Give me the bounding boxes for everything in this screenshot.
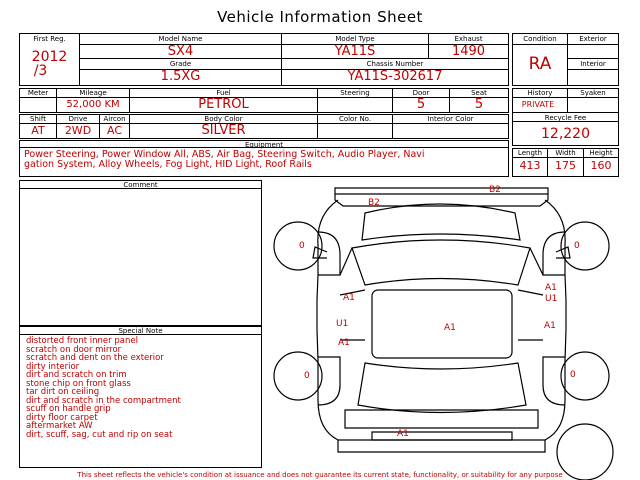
steering-label: Steering bbox=[340, 89, 370, 97]
special-note-item: tar dirt on ceiling bbox=[26, 387, 100, 397]
grade-value: 1.5XG bbox=[160, 69, 201, 84]
special-note-item: dirt and scratch on trim bbox=[26, 370, 127, 380]
seat-value: 5 bbox=[474, 97, 484, 112]
special-note-item: scratch and dent on the exterior bbox=[26, 353, 164, 363]
grade-label: Grade bbox=[169, 60, 192, 68]
special-note-item: scratch on door mirror bbox=[26, 344, 122, 355]
meter-label: Meter bbox=[27, 89, 49, 97]
history-value: PRIVATE bbox=[521, 100, 555, 109]
history-label: History bbox=[527, 89, 553, 97]
width-value: 175 bbox=[555, 159, 576, 172]
special-note-item: distorted front inner panel bbox=[26, 336, 138, 346]
color-no-label: Color No. bbox=[338, 115, 372, 123]
equipment-line: Power Steering, Power Window All, ABS, Air Bag, Steering Switch, Audio Player, Navi bbox=[24, 149, 425, 160]
model-type-value: YA11S bbox=[334, 44, 376, 59]
length-label: Length bbox=[517, 149, 543, 157]
special-note-label: Special Note bbox=[118, 327, 163, 335]
height-label: Height bbox=[589, 149, 613, 157]
first-reg-label: First Reg. bbox=[33, 35, 66, 43]
special-note-item: dirty floor carpet bbox=[26, 412, 98, 423]
condition-value: RA bbox=[528, 54, 552, 74]
shift-value: AT bbox=[31, 124, 45, 137]
mark-right-front: A1 bbox=[545, 283, 557, 293]
mark-b2-bumper: B2 bbox=[489, 185, 501, 195]
aircon-value: AC bbox=[106, 124, 122, 137]
condition-label: Condition bbox=[523, 35, 557, 43]
mileage-label: Mileage bbox=[79, 89, 107, 97]
fuel-label: Fuel bbox=[216, 89, 231, 97]
special-note-list bbox=[26, 337, 181, 439]
disclaimer-footer: This sheet reflects the vehicle's condition at issuance and does not guarantee its current state, functionality, or suitability for any purpose bbox=[77, 471, 563, 479]
special-note-item: scuff on handle grip bbox=[26, 404, 111, 414]
body-color-value: SILVER bbox=[201, 123, 246, 138]
mark-wheel-rl: 0 bbox=[304, 371, 310, 381]
syaken-label: Syaken bbox=[580, 89, 606, 97]
mark-wheel-rr: 0 bbox=[570, 370, 576, 380]
special-note-item: stone chip on front glass bbox=[26, 378, 131, 389]
mark-rear: A1 bbox=[397, 429, 409, 439]
door-label: Door bbox=[412, 89, 430, 97]
first-reg-year: 2012 bbox=[31, 49, 68, 65]
mark-right-door: A1 bbox=[544, 321, 556, 331]
mark-left-front: A1 bbox=[343, 293, 355, 303]
mark-b2-hood: B2 bbox=[368, 198, 380, 208]
drive-value: 2WD bbox=[64, 124, 92, 137]
page-title: Vehicle Information Sheet bbox=[217, 8, 423, 26]
mark-left-door-front: U1 bbox=[336, 319, 349, 329]
seat-label: Seat bbox=[471, 89, 487, 97]
model-type-label: Model Type bbox=[335, 35, 375, 43]
model-name-label: Model Name bbox=[158, 35, 203, 43]
chassis-value: YA11S-302617 bbox=[347, 69, 443, 84]
fuel-value: PETROL bbox=[198, 97, 249, 112]
chassis-label: Chassis Number bbox=[366, 60, 424, 68]
comment-label: Comment bbox=[123, 181, 158, 189]
special-note-item: dirt and scratch in the compartment bbox=[26, 395, 181, 406]
body-color-label: Body Color bbox=[204, 115, 243, 123]
exhaust-label: Exhaust bbox=[454, 35, 483, 43]
mileage-value: 52,000 KM bbox=[66, 99, 120, 110]
equipment-list bbox=[24, 150, 508, 170]
mark-wheel-fr: 0 bbox=[574, 241, 580, 251]
interior-label: Interior bbox=[580, 60, 606, 68]
recycle-fee-value: 12,220 bbox=[541, 126, 590, 142]
equipment-line: gation System, Alloy Wheels, Fog Light, HID Light, Roof Rails bbox=[24, 159, 312, 170]
equipment-label: Equipment bbox=[245, 141, 283, 149]
drive-label: Drive bbox=[68, 115, 88, 123]
car-diagram bbox=[274, 188, 613, 480]
width-label: Width bbox=[555, 149, 576, 157]
special-note-item: dirt, scuff, sag, cut and rip on seat bbox=[26, 429, 173, 440]
recycle-fee-label: Recycle Fee bbox=[544, 114, 587, 122]
door-value: 5 bbox=[416, 97, 426, 112]
height-value: 160 bbox=[590, 159, 612, 172]
interior-color-label: Interior Color bbox=[427, 115, 474, 123]
shift-label: Shift bbox=[30, 115, 46, 123]
model-name-value: SX4 bbox=[167, 44, 194, 59]
mark-right-front-u: U1 bbox=[545, 294, 558, 304]
aircon-label: Aircon bbox=[103, 115, 126, 123]
mark-center: A1 bbox=[444, 323, 456, 333]
special-note-item: aftermarket AW bbox=[26, 421, 93, 431]
first-reg-month: /3 bbox=[33, 63, 48, 79]
exterior-label: Exterior bbox=[579, 35, 607, 43]
special-note-item: dirty interior bbox=[26, 361, 80, 372]
mark-wheel-fl: 0 bbox=[299, 241, 305, 251]
length-value: 413 bbox=[519, 159, 541, 172]
exhaust-value: 1490 bbox=[451, 44, 486, 59]
mark-left-door-rear: A1 bbox=[338, 338, 350, 348]
